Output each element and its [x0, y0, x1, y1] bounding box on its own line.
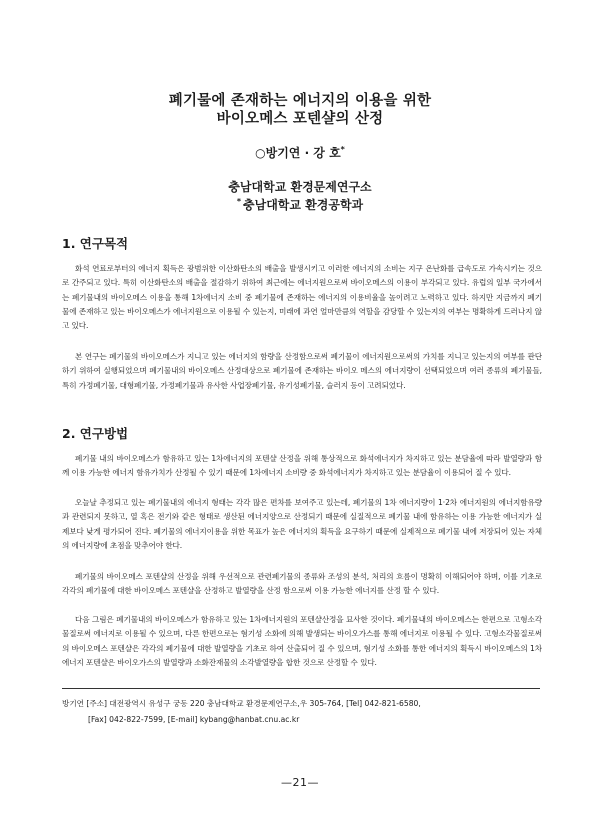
section-1-heading: 1. 연구목적: [62, 236, 129, 251]
section-2-paragraph-1: 폐기물 내의 바이오메스가 함유하고 있는 1차에너지의 포텐샬 산정을 위해 통상적으로 화석에너지가 차지하고 있는 분담율에 따라 발열량과 함께 이용 가능한 에너지 함유가치가 산정될 수 있기 때문에 1차에너지 소비량 중 화석에너지가 차지하고 있는 분담율이 이용되어 질 수 있다.: [62, 454, 542, 478]
paper-title-line-2: 바이오메스 포텐샬의 산정: [216, 111, 384, 127]
section-2-paragraph-3: 폐기물의 바이오메스 포텐샬의 산정을 위해 우선적으로 관련폐기물의 종류와 조성의 분석, 처리의 흐름이 명확히 이해되어야 하며, 이를 기초로 각각의 폐기물에 대한 바이오메스 포텐샬을 산정하고 발열량을 산정 함으로써 이용 가능한 에너지를 산정 할 수 있다.: [62, 572, 542, 596]
section-2-paragraph-2: 오늘날 추정되고 있는 폐기물내의 에너지 형태는 각각 많은 편차를 보여주고 있는데, 폐기물의 1차 에너지량이 1·2차 에너지원의 에너지함유량과 관련되지 못하고, 열 혹은 전기와 같은 형태로 생산된 에너지양으로 산정되기 때문에 실질적으로 폐기물 내에 함유하는 이용 가능한 에너지가 실제보다 낮게 평가되어 진다. 폐기물의 에너지이용을 위한 목표가 높은 에너지의 획득을 요구하기 때문에 실제적으로 폐기물 내에 저장되어 있는 자체의 에너지량에 초점을 맞추어야 한다.: [62, 498, 542, 550]
paper-title-line-1: 폐기물에 존재하는 에너지의 이용을 위한: [168, 93, 432, 109]
footnote-line-1: 방기연 [주소] 대전광역시 유성구 궁동 220 충남대학교 환경문제연구소,우 305-764, [Tel] 042-821-6580,: [62, 699, 421, 708]
affiliation-mark: *: [236, 197, 242, 206]
section-2-paragraph-4: 다음 그림은 폐기물내의 바이오메스가 함유하고 있는 1차에너지원의 포텐샬산정을 묘사한 것이다. 폐기물내의 바이오메스는 한편으로 고형소각물질로써 에너지로 이용될 수 있으며, 다른 한편으로는 혐기성 소화에 의해 발생되는 바이오가스를 통해 에너지로 이용될 수 있다. 고형소각물질로써의 바이오메스 포텐샬은 각각의 폐기물에 대한 발열량을 기초로 하여 산출되어 질 수 있으며, 혐기성 소화를 통한 에너지의 획득시 바이오메스의 1차에너지 포텐샬은 바이오가스의 발열량과 소화잔재물의 소각발열량을 합한 것으로 산정할 수 있다.: [62, 615, 542, 667]
author-line: [0, 144, 600, 161]
affiliation-line-2: [0, 196, 600, 213]
author-mark: *: [340, 145, 345, 154]
section-1-paragraph-2: 본 연구는 폐기물의 바이오메스가 지니고 있는 에너지의 함량을 산정함으로써 폐기물이 에너지원으로써의 가치를 지니고 있는지의 여부를 판단하기 위하여 실행되었으며 폐기물내의 바이오메스 산정대상으로 폐기물에 존재하는 바이오 메스의 에너지량이 선택되었으며 여러 종류의 폐기물들, 특히 가정폐기물, 대형폐기물, 가정폐기물과 유사한 사업장폐기물, 유기성폐기물, 슬러지 등이 고려되었다.: [62, 352, 542, 390]
affiliation-line-1: 충남대학교 환경문제연구소: [228, 180, 372, 194]
page-number: —21—: [281, 776, 319, 789]
footnote-divider: [62, 688, 540, 689]
author-names: ○방기연 · 강 호: [255, 146, 341, 160]
footnote: [62, 696, 542, 728]
footnote-line-2: [Fax] 042-822-7599, [E-mail] kybang@hanbat.cnu.ac.kr: [88, 715, 300, 724]
section-2-heading: 2. 연구방법: [62, 426, 129, 441]
affiliation-line-2-text: 충남대학교 환경공학과: [243, 198, 364, 212]
section-1-paragraph-1: 화석 연료로부터의 에너지 획득은 광범위한 이산화탄소의 배출을 발생시키고 이러한 에너지의 소비는 지구 온난화를 급속도로 가속시키는 것으로 간주되고 있다. 특히 이산화탄소의 배출을 절감하기 위하여 최근에는 에너지원으로써 바이오메스의 이용이 부각되고 있다. 유럽의 일부 국가에서는 폐기물내의 바이오메스 이용을 통해 1차에너지 소비 중 폐기물에 존재하는 에너지의 이용비율을 높이려고 노력하고 있다. 하지만 지금까지 폐기물에 존재하고 있는 바이오메스가 에너지원으로 이용될 수 있는지, 미래에 과연 얼마만큼의 역할을 감당할 수 있는지의 여부는 명확하게 드러나지 않고 있다.: [62, 264, 542, 331]
